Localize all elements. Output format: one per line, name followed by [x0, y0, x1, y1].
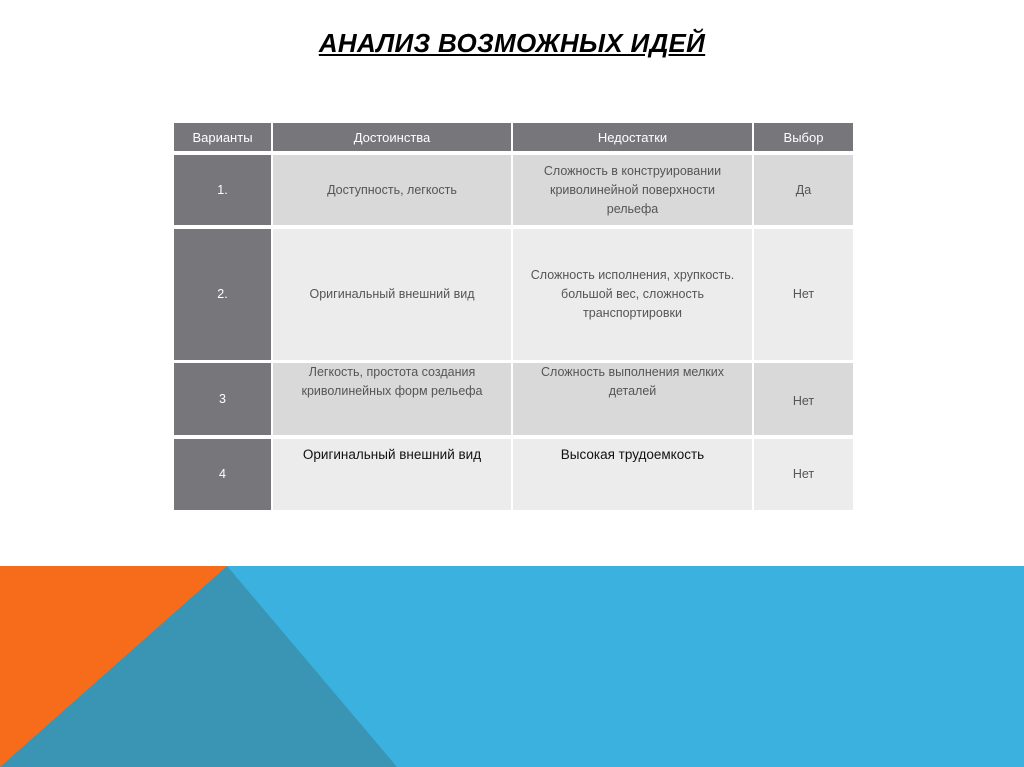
header-pros: Достоинства [273, 123, 511, 151]
header-choice: Выбор [754, 123, 853, 151]
header-variants: Варианты [174, 123, 271, 151]
decorative-footer-band [0, 566, 1024, 767]
cons-cell: Высокая трудоемкость [513, 439, 752, 510]
cons-cell: Сложность выполнения мелких деталей [513, 363, 752, 435]
variant-cell: 2. [174, 229, 271, 360]
pros-cell: Оригинальный внешний вид [273, 229, 511, 360]
header-cons: Недостатки [513, 123, 752, 151]
table-header-row [174, 123, 853, 151]
table-row [174, 155, 853, 225]
pros-cell: Легкость, простота создания криволинейных форм рельефа [273, 363, 511, 435]
choice-cell: Нет [754, 439, 853, 510]
table-row [174, 363, 853, 435]
choice-cell: Нет [754, 229, 853, 360]
table-row [174, 229, 853, 360]
variant-cell: 4 [174, 439, 271, 510]
pros-cell: Доступность, легкость [273, 155, 511, 225]
slide-title: АНАЛИЗ ВОЗМОЖНЫХ ИДЕЙ [318, 28, 706, 58]
choice-cell: Нет [754, 363, 853, 435]
pros-cell: Оригинальный внешний вид [273, 439, 511, 510]
choice-cell: Да [754, 155, 853, 225]
variant-cell: 3 [174, 363, 271, 435]
cons-cell: Сложность исполнения, хрупкость. большой вес, сложность транспортировки [513, 229, 752, 360]
variant-cell: 1. [174, 155, 271, 225]
cons-cell: Сложность в конструировании криволинейной поверхности рельефа [513, 155, 752, 225]
table-row [174, 439, 853, 510]
